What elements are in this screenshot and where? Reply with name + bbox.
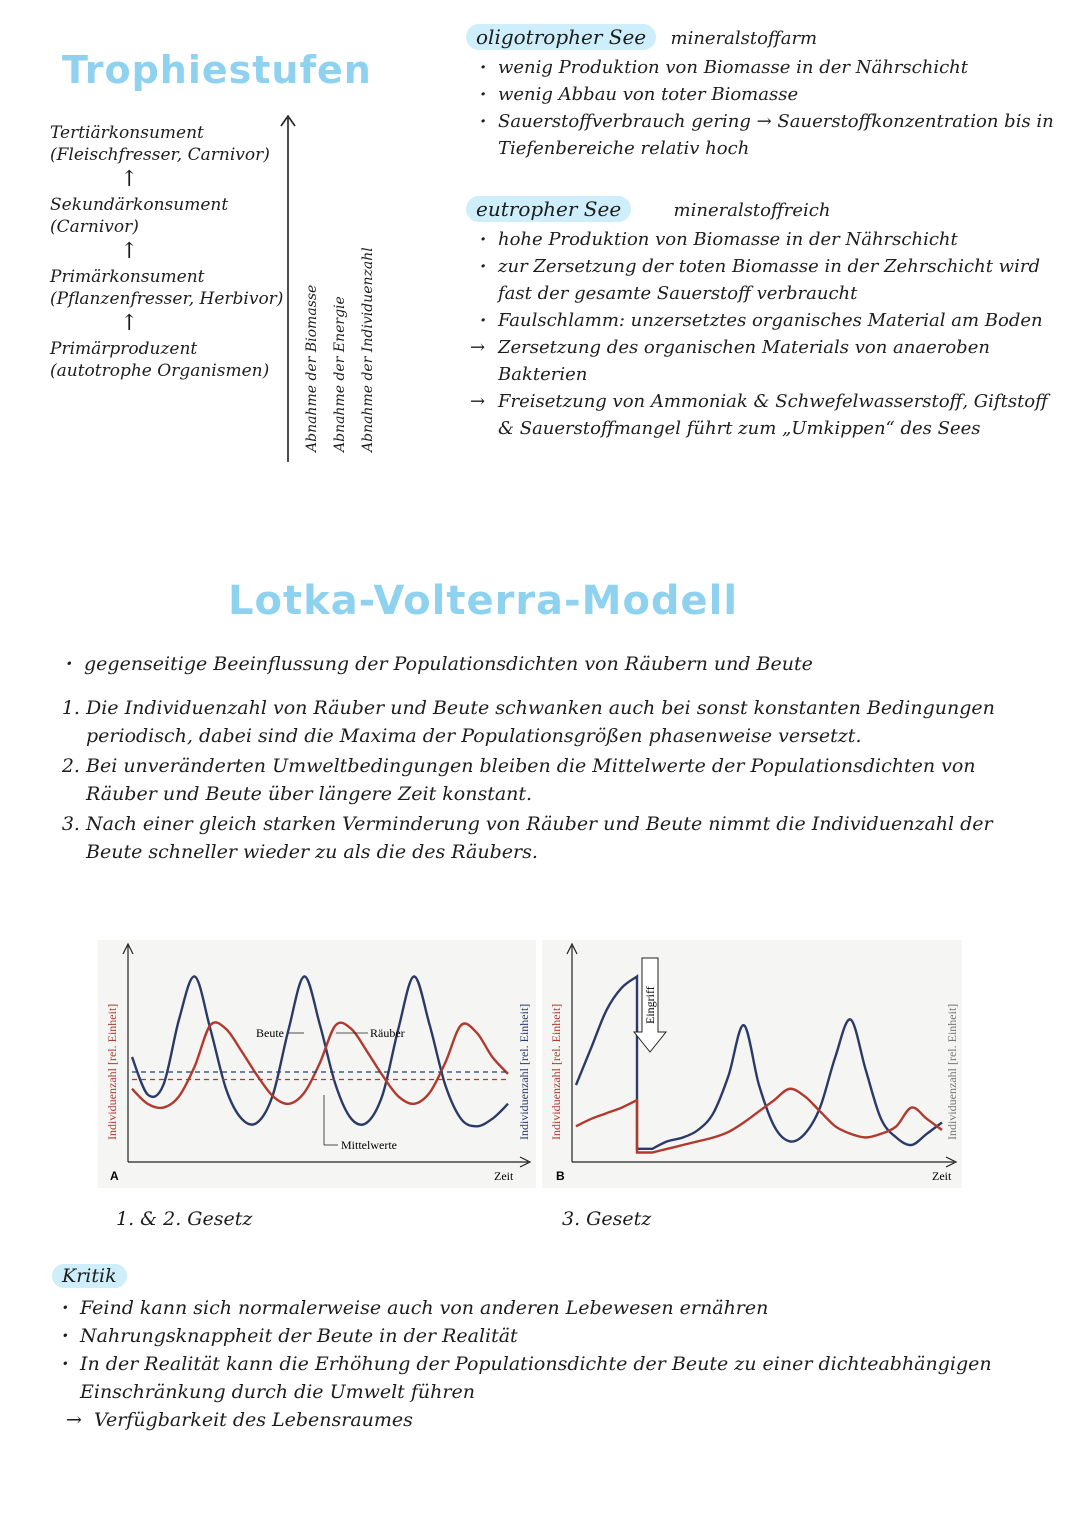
trophic-level [50, 266, 290, 310]
oligotroph-list [466, 54, 1056, 162]
prey-label: Beute [256, 1026, 284, 1040]
chart-a-svg [98, 940, 536, 1188]
list-item: · In der Realität kann die Erhöhung der Populationsdichte der Beute zu einer dichteabhängigen Einschränkung durch die Umwelt führen [58, 1350, 1052, 1406]
list-item: · Nahrungsknappheit der Beute in der Realität [58, 1322, 1052, 1350]
predator-line [132, 1022, 508, 1108]
lotka-intro: · gegenseitige Beeinflussung der Populationsdichten von Räubern und Beute [66, 653, 813, 675]
list-item: · wenig Abbau von toter Biomasse [476, 81, 1056, 108]
chart-b-svg [542, 940, 962, 1188]
x-axis-label: Zeit [494, 1169, 514, 1183]
lotka-title: Lotka-Volterra-Modell [228, 578, 739, 624]
x-axis-label: Zeit [932, 1169, 952, 1183]
list-item: → Zersetzung des organischen Materials von anaeroben Bakterien [476, 334, 1056, 388]
eutroph-section [466, 196, 1056, 442]
intervention-label: Eingriff [643, 986, 657, 1024]
arrow-label-energy: Abnahme der Energie [332, 296, 348, 452]
law-item: 3. Nach einer gleich starken Verminderung von Räuber und Beute nimmt die Individuenzahl der Beute schneller wieder zu als die des Räubers. [86, 810, 1044, 866]
list-item: · Feind kann sich normalerweise auch von anderen Lebewesen ernähren [58, 1294, 1052, 1322]
panel-label: A [110, 1169, 119, 1183]
kritik-list [52, 1294, 1052, 1434]
level-desc: (Pflanzenfresser, Herbivor) [50, 289, 284, 309]
arrow-label-individuals: Abnahme der Individuenzahl [360, 247, 376, 452]
level-name: Tertiärkonsument [50, 123, 204, 143]
trophic-title: Trophiestufen [62, 48, 372, 92]
trophic-levels [50, 122, 290, 382]
y-axis-label-left: Individuenzahl [rel. Einheit] [549, 1003, 563, 1140]
list-item: · zur Zersetzung der toten Biomasse in der Zehrschicht wird fast der gesamte Sauerstoff verbraucht [476, 253, 1056, 307]
y-axis-label-left: Individuenzahl [rel. Einheit] [105, 1003, 119, 1140]
list-item: · wenig Produktion von Biomasse in der Nährschicht [476, 54, 1056, 81]
prey-line [576, 977, 942, 1149]
oligotroph-section [466, 24, 1056, 162]
arrow-label-biomass: Abnahme der Biomasse [304, 284, 320, 452]
list-item: → Verfügbarkeit des Lebensraumes [72, 1406, 1052, 1434]
eutroph-title: eutropher See [466, 196, 631, 222]
level-desc: (autotrophe Organismen) [50, 361, 270, 381]
trophic-level [50, 338, 290, 382]
lotka-intro-text: gegenseitige Beeinflussung der Populationsdichten von Räubern und Beute [84, 653, 813, 675]
list-item: · hohe Produktion von Biomasse in der Nährschicht [476, 226, 1056, 253]
level-name: Sekundärkonsument [50, 195, 229, 215]
predator-line [576, 1089, 942, 1153]
lotka-text [64, 650, 1044, 868]
y-axis-label-right: Individuenzahl [rel. Einheit] [945, 1003, 959, 1140]
y-axis-label-right: Individuenzahl [rel. Einheit] [517, 1003, 531, 1140]
predator-label: Räuber [370, 1026, 405, 1040]
level-desc: (Fleischfresser, Carnivor) [50, 145, 270, 165]
level-name: Primärkonsument [50, 267, 205, 287]
prey-line [132, 976, 508, 1126]
arrow-up-icon: ↑ [120, 167, 139, 192]
kritik-section [52, 1264, 1052, 1434]
arrow-up-icon: ↑ [120, 311, 139, 336]
chart-b [542, 940, 962, 1188]
eutroph-list [466, 226, 1056, 442]
kritik-title: Kritik [52, 1264, 127, 1288]
lotka-laws [64, 694, 1044, 866]
trophic-level [50, 194, 290, 238]
chart-a-caption: 1. & 2. Gesetz [116, 1208, 253, 1230]
eutroph-subtitle: mineralstoffreich [673, 200, 831, 221]
law-item: 2. Bei unveränderten Umweltbedingungen bleiben die Mittelwerte der Populationsdichten von Räuber und Beute über längere Zeit konstant. [86, 752, 1044, 808]
oligotroph-title: oligotropher See [466, 24, 656, 50]
level-desc: (Carnivor) [50, 217, 139, 237]
arrow-up-icon: ↑ [120, 239, 139, 264]
trophic-level [50, 122, 290, 166]
oligotroph-subtitle: mineralstoffarm [670, 28, 818, 49]
level-name: Primärproduzent [50, 339, 198, 359]
list-item: → Freisetzung von Ammoniak & Schwefelwasserstoff, Giftstoff & Sauerstoffmangel führt zum „Umkippen“ des Sees [476, 388, 1056, 442]
mean-label: Mittelwerte [341, 1138, 397, 1152]
law-item: 1. Die Individuenzahl von Räuber und Beute schwanken auch bei sonst konstanten Bedingungen periodisch, dabei sind die Maxima der Populationsgrößen phasenweise versetzt. [86, 694, 1044, 750]
list-item: · Sauerstoffverbrauch gering → Sauerstoffkonzentration bis in Tiefenbereiche relativ hoch [476, 108, 1056, 162]
panel-label: B [556, 1169, 565, 1183]
chart-a [98, 940, 536, 1188]
chart-b-caption: 3. Gesetz [562, 1208, 652, 1230]
trophic-arrow-icon [278, 112, 298, 467]
list-item: · Faulschlamm: unzersetztes organisches Material am Boden [476, 307, 1056, 334]
